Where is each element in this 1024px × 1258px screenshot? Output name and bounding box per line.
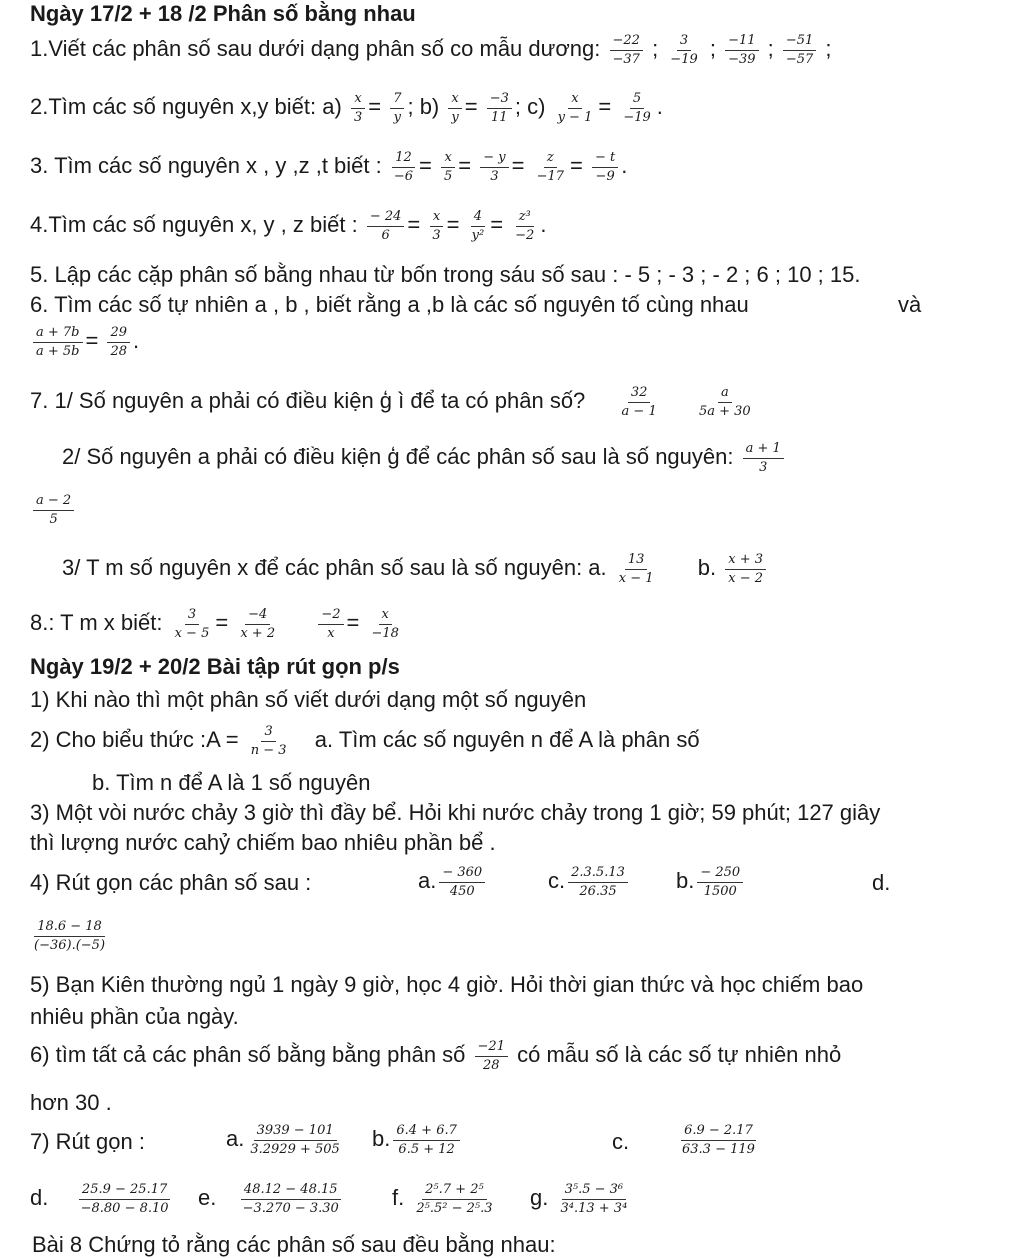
fraction: $\frac{x}{5}$: [441, 151, 455, 183]
fraction: $\frac{a + 7b}{a + 5b}$: [33, 326, 83, 358]
heading-day2: Ngày 19/2 + 20/2 Bài tập rút gọn p/s: [30, 654, 400, 679]
question-7-1: [30, 386, 757, 418]
question-6: [30, 293, 749, 317]
problem-5-line1: 5) Bạn Kiên thường ngủ 1 ngày 9 giờ, học 4 giờ. Hỏi thời gian thức và học chiếm bao: [30, 972, 864, 997]
question-7-2-text: 2/ Số nguyên a phải có điều kiện ģ để các phân số sau là số nguyên:: [62, 443, 734, 469]
fraction: $\frac{18.6 - 18}{(-36).(-5)}$: [34, 919, 106, 953]
fraction: $\frac{\text{z³}}{-2}$: [515, 209, 535, 243]
fraction: $\frac{- t}{-9}$: [592, 151, 618, 183]
fraction: $\frac{-51}{-57}$: [783, 34, 816, 66]
problem-3-line1: 3) Một vòi nước chảy 3 giờ thì đầy bể. Hỏi khi nước chảy trong 1 giờ; 59 phút; 127 giây: [30, 800, 881, 825]
fraction: $\frac{4}{\text{y²}}$: [471, 209, 485, 243]
problem-4-d-fraction: [28, 920, 111, 952]
fraction: $\frac{\text{3⁵.5 − 3⁶}}{\text{3⁴.13 + 3⁴}}$: [560, 1182, 628, 1216]
cut-off-line: [0, 1230, 1024, 1257]
question-7-3-text: 3/ T m số nguyên x để các phân số sau là số nguyên: a.: [62, 554, 607, 580]
question-4-text: 4.Tìm các số nguyên x, y , z biết :: [30, 211, 358, 237]
question-1: 1.Viết các phân số sau dưới dạng phân số co mẫu dương: $\frac{-22}{-37}$ ; $\frac{3}{-19}$ ; $\frac{-11}{-39}$ ; $\frac{-51}{-57}$ ;: [30, 33, 832, 67]
question-2: 2.Tìm các số nguyên x,y biết: a) $\frac{x}{3}$ = $\frac{7}{y}$ ; b) $\frac{x}{y}$ = $\frac{-3}{11}$ ; c) $\frac{x}{y - 1}$ = $\frac{5}{-19}$ .: [30, 91, 663, 125]
problem-6: 6) tìm tất cả các phân số bằng bằng phân số $\frac{-21}{28}$ có mẫu số là các số tự nhiên nhỏ: [30, 1039, 842, 1073]
problem-7-a: a. $\frac{3939 - 101}{3.2929 + 505}$: [226, 1124, 346, 1156]
fraction: $\frac{5}{-19}$: [623, 91, 651, 125]
problem-7-c-label: c.: [612, 1129, 630, 1154]
fraction: $\frac{x}{3}$: [351, 92, 365, 124]
question-5: 5. Lập các cặp phân số bằng nhau từ bốn trong sáu số sau : - 5 ; - 3 ; - 2 ; 6 ; 10 ; 15.: [30, 262, 861, 287]
fraction: $\frac{\text{2⁵.7 + 2⁵}}{\text{2⁵.5² − 2⁵.3}}$: [416, 1182, 493, 1216]
problem-2b: b. Tìm n để A là 1 số nguyên: [92, 770, 371, 795]
problem-7-g: g. $\frac{\text{3⁵.5 − 3⁶}}{\text{3⁴.13 + 3⁴}}$: [530, 1183, 633, 1215]
question-7-3: 3/ T m số nguyên x để các phân số sau là số nguyên: a. $\frac{13}{x - 1}$ b. $\frac{x + 3}{x - 2}$: [62, 553, 769, 585]
fraction: $\frac{13}{x - 1}$: [618, 552, 654, 586]
fraction: $\frac{- y}{3}$: [480, 151, 508, 183]
fraction: $\frac{6.4 + 6.7}{6.5 + 12}$: [393, 1124, 460, 1156]
problem-1: 1) Khi nào thì một phân số viết dưới dạng một số nguyên: [30, 687, 587, 712]
problem-6-line2: hơn 30 .: [30, 1090, 112, 1115]
problem-7-c: [676, 1124, 761, 1156]
question-1-text: 1.Viết các phân số sau dưới dạng phân số co mẫu dương:: [30, 35, 601, 61]
fraction: $\frac{3}{-19}$: [670, 33, 698, 67]
problem-3-line2: thì lượng nước cahỷ chiếm bao nhiêu phần bể .: [30, 830, 496, 855]
problem-7-f: f. $\frac{\text{2⁵.7 + 2⁵}}{\text{2⁵.5² − 2⁵.3}}$: [392, 1183, 499, 1215]
problem-2: 2) Cho biểu thức :A = $\frac{3}{n - 3}$ a. Tìm các số nguyên n để A là phân số: [30, 724, 700, 758]
question-3: 3. Tìm các số nguyên x , y ,z ,t biết : $\frac{12}{-6}$ = $\frac{x}{5}$ = $\frac{- y}{3}$ = $\frac{z}{-17}$ = $\frac{- t}{-9}$ .: [30, 150, 628, 184]
fraction: $\frac{-21}{28}$: [475, 1040, 508, 1072]
fraction: $\frac{-3}{11}$: [487, 92, 512, 124]
fraction: $\frac{x}{-18}$: [371, 607, 399, 641]
question-8-text: 8.: T m x biết:: [30, 609, 163, 635]
fraction: $\frac{25.9 - 25.17}{-8.80 - 8.10}$: [80, 1182, 169, 1216]
fraction: $\frac{- 24}{6}$: [367, 210, 405, 242]
fraction: $\frac{7}{y}$: [390, 92, 404, 124]
fraction: $\frac{z}{-17}$: [536, 150, 565, 184]
problem-7: 7) Rút gọn :: [30, 1129, 145, 1154]
fraction: $\frac{12}{-6}$: [393, 150, 414, 184]
fraction: $\frac{a + 1}{3}$: [743, 442, 784, 474]
fraction: $\frac{29}{28}$: [107, 326, 130, 358]
fraction: $\frac{a - 2}{5}$: [33, 494, 74, 526]
question-6-text: 6. Tìm các số tự nhiên a , b , biết rằng a ,b là các số nguyên tố cùng nhau: [30, 292, 749, 317]
heading-day1: Ngày 17/2 + 18 /2 Phân số bằng nhau: [30, 1, 416, 26]
fraction: $\frac{-22}{-37}$: [610, 34, 643, 66]
fraction: $\frac{a}{5a + 30}$: [698, 385, 751, 419]
question-7-1-text: 7. 1/ Số nguyên a phải có điều kiện ģ ì để ta có phân số?: [30, 387, 586, 413]
fraction: $\frac{3939 - 101}{3.2929 + 505}$: [250, 1123, 340, 1157]
question-3-text: 3. Tìm các số nguyên x , y ,z ,t biết :: [30, 152, 382, 178]
problem-4-b: b. $\frac{- 250}{1500}$: [676, 866, 746, 898]
fraction: $\frac{x}{y}$: [448, 92, 461, 124]
fraction: $\frac{2.3.5.13}{26.35}$: [568, 866, 628, 898]
fraction: $\frac{-4}{x + 2}$: [240, 607, 276, 641]
question-4: 4.Tìm các số nguyên x, y , z biết : $\frac{- 24}{6}$ = $\frac{x}{3}$ = $\frac{4}{\text{y²}}$ = $\frac{\text{z³}}{-2}$ .: [30, 209, 547, 243]
fraction: $\frac{x + 3}{x - 2}$: [725, 553, 766, 585]
question-6-va: và: [898, 292, 922, 317]
question-8: 8.: T m x biết: $\frac{3}{x - 5}$ = $\frac{-4}{x + 2}$ $\frac{-2}{x}$ = $\frac{x}{-18}$: [30, 608, 405, 640]
question-7-2-fraction-b: [30, 494, 77, 526]
problem-7-e: e. $\frac{48.12 - 48.15}{-3.270 - 3.30}$: [198, 1183, 345, 1215]
question-6-equation: $\frac{a + 7b}{a + 5b}$ = $\frac{29}{28}$ .: [30, 326, 139, 358]
cut-off-line-text: Bài 8 Chứng tỏ rằng các phân số sau đều bằng nhau:: [32, 1232, 556, 1257]
problem-4: 4) Rút gọn các phân số sau :: [30, 870, 312, 895]
fraction: $\frac{32}{a - 1}$: [621, 385, 657, 419]
question-7-2: [62, 442, 787, 474]
problem-5-line2: nhiêu phần của ngày.: [30, 1004, 239, 1029]
fraction: $\frac{3}{n - 3}$: [250, 724, 287, 758]
fraction: $\frac{3}{x - 5}$: [174, 607, 210, 641]
fraction: $\frac{6.9 - 2.17}{63.3 - 119}$: [682, 1123, 755, 1157]
problem-4-d: d.: [872, 870, 891, 895]
fraction: $\frac{- 360}{450}$: [439, 866, 485, 898]
fraction: $\frac{48.12 - 48.15}{-3.270 - 3.30}$: [242, 1182, 339, 1216]
fraction: $\frac{-2}{x}$: [318, 608, 343, 640]
problem-4-a: a. $\frac{- 360}{450}$: [418, 866, 488, 898]
fraction: $\frac{x}{3}$: [429, 210, 443, 242]
problem-7-b: b. $\frac{6.4 + 6.7}{6.5 + 12}$: [372, 1124, 463, 1156]
problem-7-d: d. $\frac{25.9 - 25.17}{-8.80 - 8.10}$: [30, 1183, 175, 1215]
fraction: $\frac{- 250}{1500}$: [697, 866, 743, 898]
problem-4-c: c. $\frac{2.3.5.13}{26.35}$: [548, 866, 631, 898]
question-2-text: 2.Tìm các số nguyên x,y biết: a): [30, 93, 342, 119]
fraction: $\frac{-11}{-39}$: [725, 34, 758, 66]
fraction: $\frac{x}{y - 1}$: [557, 91, 593, 125]
